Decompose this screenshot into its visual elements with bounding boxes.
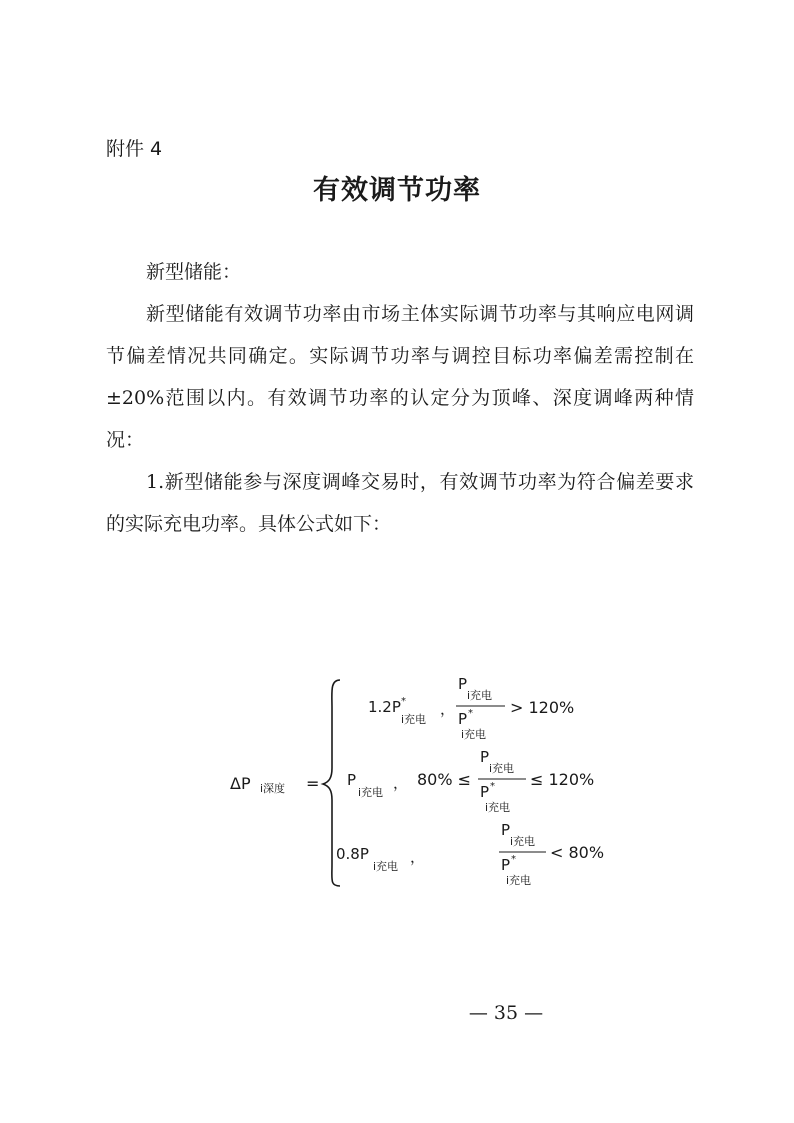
fraction-numerator: P	[480, 748, 490, 766]
fraction-numerator: P	[501, 821, 511, 839]
case-value: P	[347, 771, 357, 789]
formula-svg	[230, 668, 630, 898]
case-value-sup: *	[401, 696, 406, 707]
fraction-denominator-sup: *	[490, 781, 495, 792]
paragraph: 1.新型储能参与深度调峰交易时，有效调节功率为符合偏差要求的实际充电功率。具体公式如下：	[106, 471, 694, 535]
case-value-sub: i充电	[373, 860, 399, 873]
fraction-numerator-sub: i充电	[489, 762, 515, 775]
fraction-denominator: P	[501, 856, 511, 874]
case-separator: ，	[393, 774, 409, 792]
page-number: — 35 —	[468, 1002, 544, 1024]
case-value-sub: i充电	[358, 786, 384, 799]
fraction-numerator: P	[458, 675, 468, 693]
fraction-denominator-sub: i充电	[506, 874, 532, 887]
paragraph: 新型储能：	[146, 261, 242, 283]
case-condition-right: > 120%	[510, 698, 575, 717]
formula-lhs-sub: i深度	[260, 782, 286, 795]
fraction-denominator: P	[458, 710, 468, 728]
paragraph: 新型储能有效调节功率由市场主体实际调节功率与其响应电网调节偏差情况共同确定。实际调节功率与调控目标功率偏差需控制在±20%范围以内。有效调节功率的认定分为顶峰、深度调峰两种情况：	[106, 303, 694, 451]
case-condition-right: < 80%	[550, 843, 605, 862]
fraction-numerator-sub: i充电	[467, 689, 493, 702]
fraction-denominator-sub: i充电	[485, 801, 511, 814]
fraction-denominator: P	[480, 783, 490, 801]
case-condition-right: ≤ 120%	[530, 770, 595, 789]
case-separator: ，	[440, 700, 456, 718]
case-value: 1.2P	[368, 698, 401, 716]
formula-lhs: ΔP	[230, 774, 251, 793]
fraction-denominator-sub: i充电	[461, 728, 487, 741]
fraction-numerator-sub: i充电	[510, 835, 536, 848]
case-condition-left: 80% ≤	[417, 770, 472, 789]
attachment-label: 附件 4	[106, 138, 163, 160]
formula-equals: =	[306, 774, 320, 793]
formula	[230, 668, 630, 898]
case-separator: ，	[410, 848, 426, 866]
case-value: 0.8P	[336, 845, 369, 863]
fraction-denominator-sup: *	[511, 854, 516, 865]
page-title: 有效调节功率	[313, 175, 481, 206]
body-text	[106, 251, 694, 545]
case-value-sub: i充电	[401, 713, 427, 726]
fraction-denominator-sup: *	[468, 708, 473, 719]
